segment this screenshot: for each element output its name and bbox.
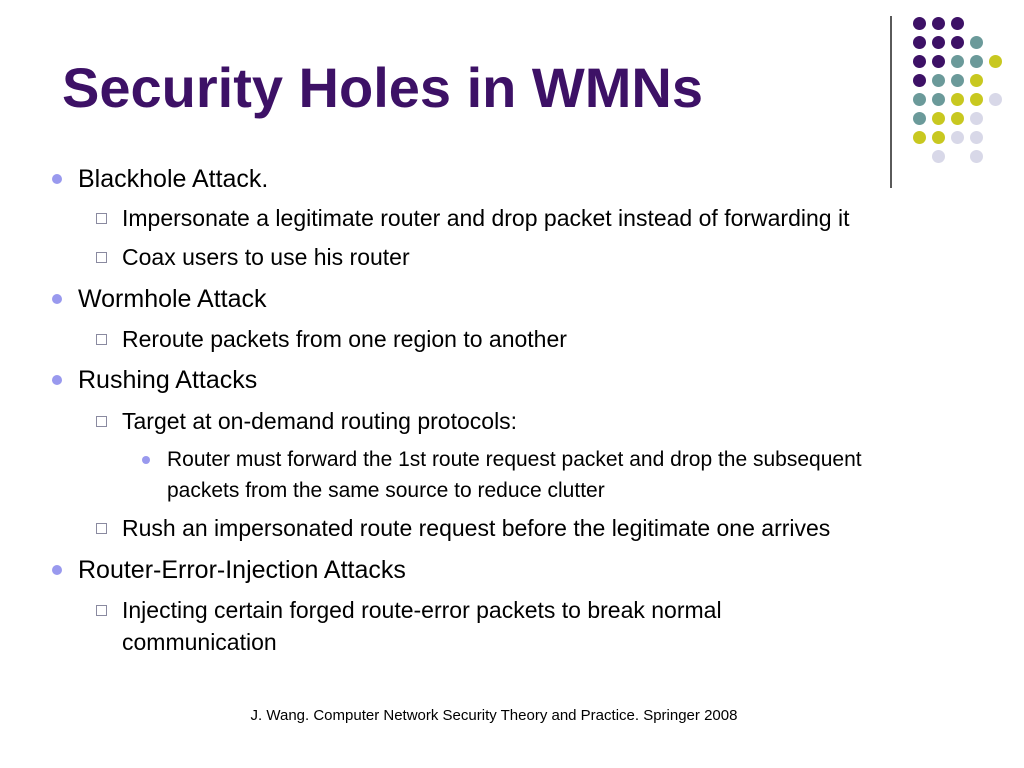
decor-dot-icon [951,36,964,49]
slide-title: Security Holes in WMNs [62,56,704,119]
bullet-blackhole-attack: Blackhole Attack. [78,165,269,193]
decor-dot-icon [932,131,945,144]
bullet-rushing-attacks: Rushing Attacks [78,366,258,394]
bullet-dot-icon [52,174,62,184]
decor-dot-icon [913,93,926,106]
decor-dot-icon [932,17,945,30]
decor-dot-icon [951,112,964,125]
decor-dot-icon [970,93,983,106]
decor-dot-icon [913,131,926,144]
decor-dot-icon [932,150,945,163]
bullet-wormhole-attack: Wormhole Attack [78,285,267,313]
bullet-dot-icon [52,294,62,304]
decor-dot-icon [913,17,926,30]
decor-dot-icon [951,55,964,68]
decor-dot-icon [913,74,926,87]
decor-dot-icon [970,112,983,125]
decor-dot-icon [932,112,945,125]
decor-dot-icon [951,74,964,87]
decor-dot-icon [951,131,964,144]
decor-dot-icon [913,55,926,68]
decor-dot-icon [989,93,1002,106]
bullet-router-error-injection: Router-Error-Injection Attacks [78,556,406,584]
bullet-square-icon [96,213,107,224]
decor-dot-icon [932,36,945,49]
decor-dot-icon [970,36,983,49]
bullet-dot-icon [142,456,150,464]
decorative-vertical-line [890,16,892,188]
decor-dot-icon [989,55,1002,68]
sub-bullet-injecting-line1: Injecting certain forged route-error packets to break normal [122,597,722,623]
decor-dot-icon [970,131,983,144]
sub-bullet-impersonate: Impersonate a legitimate router and drop packet instead of forwarding it [122,205,850,231]
sub-bullet-reroute: Reroute packets from one region to another [122,326,567,352]
bullet-square-icon [96,334,107,345]
decor-dot-icon [913,36,926,49]
slide-footer: J. Wang. Computer Network Security Theory and Practice. Springer 2008 [250,707,738,724]
decor-dot-icon [932,74,945,87]
decor-dot-icon [951,17,964,30]
sub-bullet-coax: Coax users to use his router [122,244,410,270]
decor-dot-icon [932,93,945,106]
subsub-bullet-router-line1: Router must forward the 1st route request packet and drop the subsequent [167,448,862,471]
decor-dot-icon [932,55,945,68]
decor-dot-icon [951,93,964,106]
sub-bullet-rush: Rush an impersonated route request before the legitimate one arrives [122,515,831,541]
decor-dot-icon [970,74,983,87]
bullet-square-icon [96,416,107,427]
decor-dot-icon [970,150,983,163]
bullet-square-icon [96,523,107,534]
bullet-dot-icon [52,375,62,385]
subsub-bullet-router-line2: packets from the same source to reduce clutter [167,479,605,502]
decor-dot-icon [970,55,983,68]
sub-bullet-injecting-line2: communication [122,629,277,655]
sub-bullet-target: Target at on-demand routing protocols: [122,408,518,434]
decor-dot-icon [913,112,926,125]
bullet-dot-icon [52,565,62,575]
bullet-square-icon [96,252,107,263]
bullet-square-icon [96,605,107,616]
